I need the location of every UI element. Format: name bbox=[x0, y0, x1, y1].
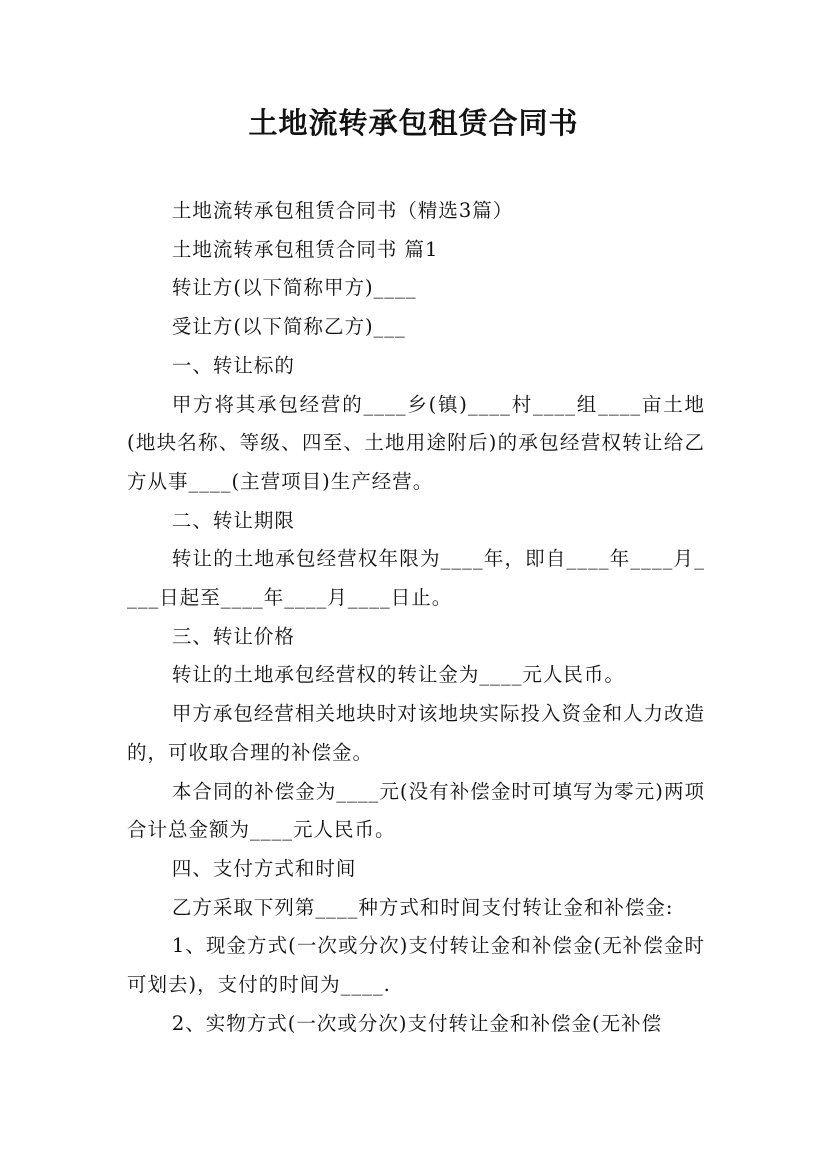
paragraph-transfer-subject: 甲方将其承包经营的____乡(镇)____村____组____亩土地(地块名称、等级、四至、土地用途附后)的承包经营权转让给乙方从事____(主营项目)生产经营。 bbox=[127, 392, 705, 493]
paragraph-compensation-amount: 本合同的补偿金为____元(没有补偿金时可填写为零元)两项合计总金额为____元人民币。 bbox=[127, 779, 705, 842]
document-title: 土地流转承包租赁合同书 bbox=[248, 106, 579, 140]
heading-transfer-subject: 一、转让标的 bbox=[171, 353, 295, 377]
heading-transfer-term: 二、转让期限 bbox=[171, 508, 295, 532]
heading-transfer-price: 三、转让价格 bbox=[171, 624, 295, 648]
paragraph-payment-choice: 乙方采取下列第____种方式和时间支付转让金和补偿金: bbox=[171, 895, 674, 919]
paragraph-cash-payment: 1、现金方式(一次或分次)支付转让金和补偿金(无补偿金时可划去)，支付的时间为____. bbox=[127, 934, 705, 997]
paragraph-section-heading: 土地流转承包租赁合同书 篇1 bbox=[171, 237, 439, 261]
paragraph-in-kind-payment: 2、实物方式(一次或分次)支付转让金和补偿金(无补偿 bbox=[171, 1011, 663, 1035]
heading-payment-method: 四、支付方式和时间 bbox=[171, 856, 357, 880]
paragraph-transfer-term: 转让的土地承包经营权年限为____年，即自____年____月____日起至____年____月____日止。 bbox=[127, 547, 705, 610]
paragraph-subtitle: 土地流转承包租赁合同书（精选3篇） bbox=[171, 199, 514, 222]
paragraph-transferee: 受让方(以下简称乙方)___ bbox=[171, 315, 406, 339]
paragraph-transfer-price: 转让的土地承包经营权的转让金为____元人民币。 bbox=[171, 663, 625, 687]
paragraph-compensation-basis: 甲方承包经营相关地块时对该地块实际投入资金和人力改造的，可收取合理的补偿金。 bbox=[127, 702, 705, 764]
paragraph-transferor: 转让方(以下简称甲方)____ bbox=[171, 276, 417, 300]
document-body bbox=[127, 192, 705, 1043]
